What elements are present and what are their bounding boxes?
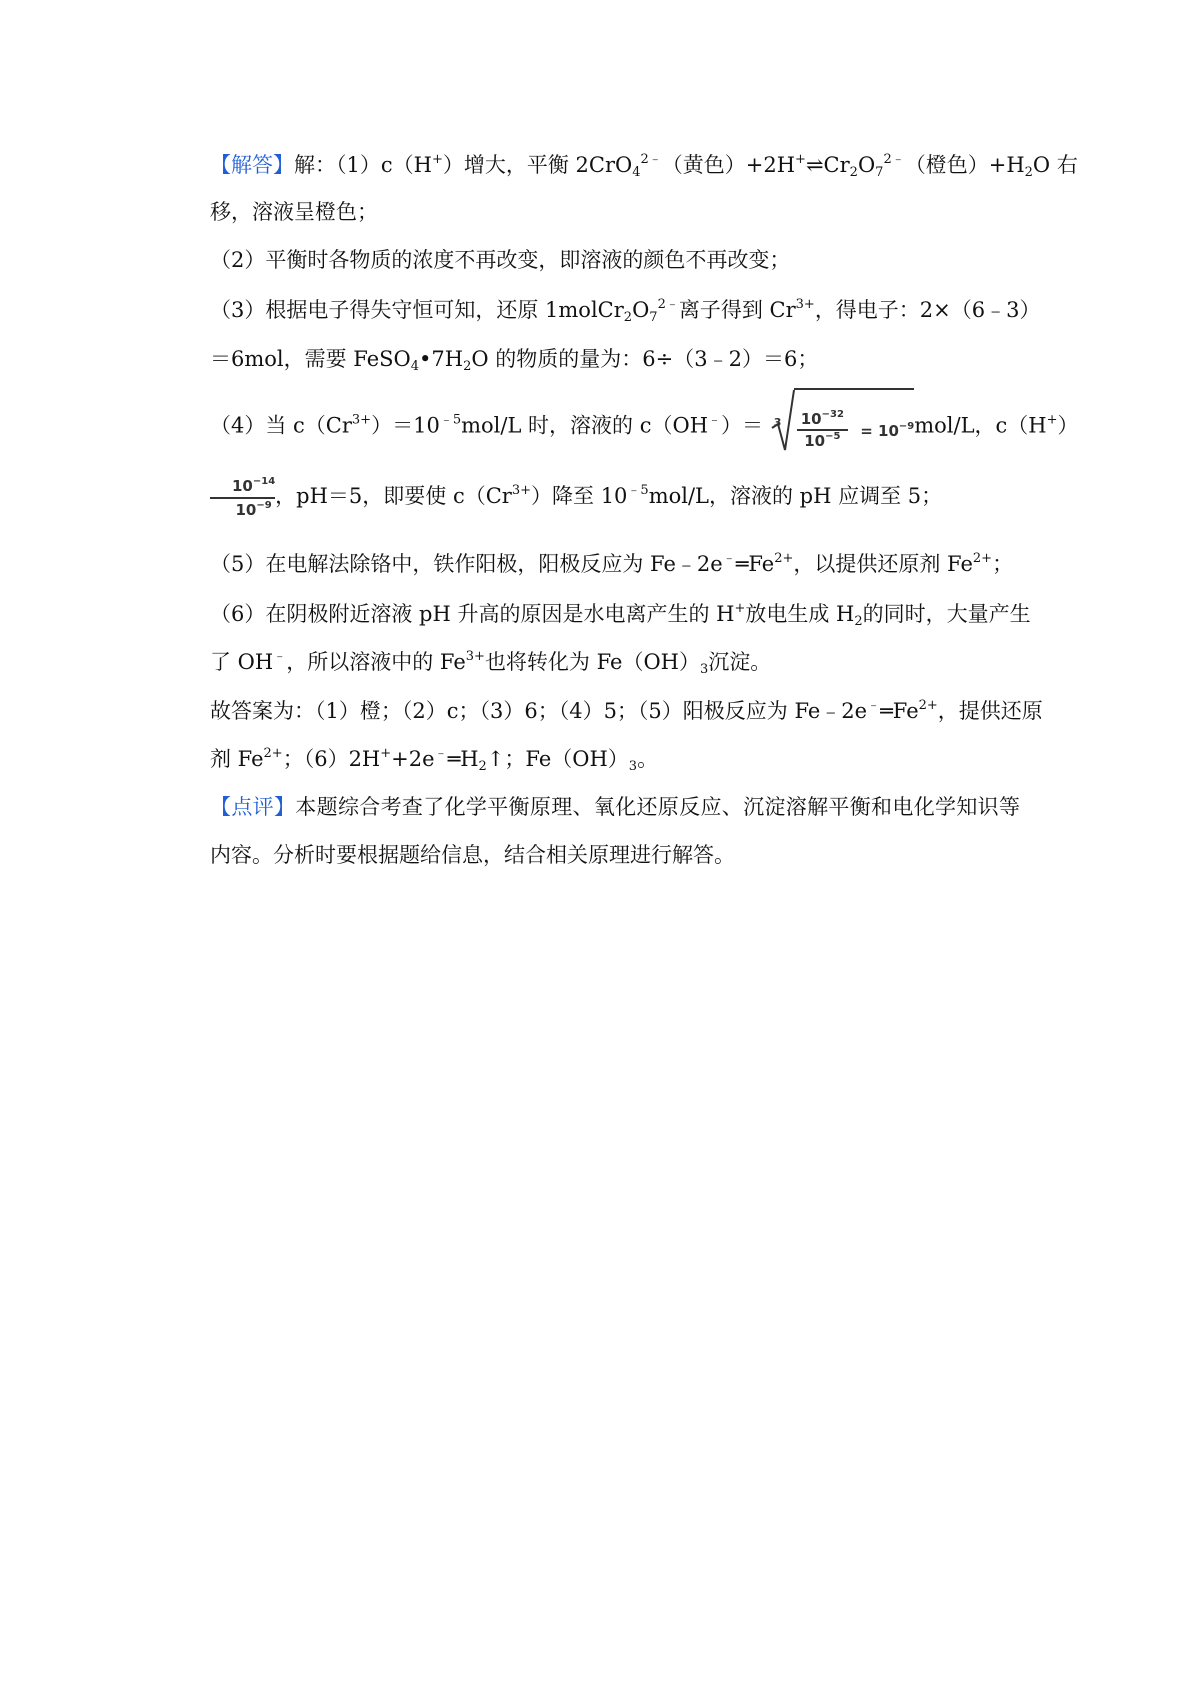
comment-tag: 【点评】	[210, 795, 296, 819]
answer-item-6-line-1: （6）在阴极附近溶液 pH 升高的原因是水电离产生的 H+放电生成 $H_2$的同时，大量产生	[210, 601, 1031, 629]
answer-item-5: （5）在电解法除铬中，铁作阳极，阳极反应为 $Fe﹣2e^﹣═Fe^{2+}$，以提供还原剂 $Fe^{2+}$；	[210, 551, 1014, 576]
final-answer-line-1: 故答案为：（1）橙；（2）c；（3）6；（4）5；（5）阳极反应为 $Fe﹣2e^﹣═Fe^{2+}$，提供还原	[210, 698, 1043, 723]
final-answer-line-2: 剂 $Fe^{2+}$；$(6)2H^++2e^﹣═H_2↑$；$Fe(OH)_3$。	[210, 746, 659, 774]
answer-item-4-line-2: $\frac{10^{-14}}{10^{-9}}$ ，pH＝5，即要使 $c(Cr^{3+})$降至 $10^{﹣5}mol/L$，溶液的 pH 应调至 5；	[210, 465, 942, 527]
ph-fraction: $\frac{10^{-14}}{10^{-9}}$	[210, 475, 275, 521]
answer-item-3-line-1: （3）根据电子得失守恒可知，还原 $1molCr_2O_7^{2﹣}$离子得到 $Cr^{3+}$，得电子：2×（6﹣3）	[210, 297, 1041, 325]
answer-tag: 【解答】	[210, 153, 294, 177]
answer-line-2: 移，溶液呈橙色；	[210, 200, 378, 224]
answer-line-1: 【解答】解：（1）c（H+）增大，平衡 2CrO$_4^{2﹣}$（黄色）$+2H^+\rightleftharpoons Cr_2O_7^{2﹣}$（橙色）$+H_2O$ 右	[210, 152, 1078, 180]
comment-line-2: 内容。分析时要根据题给信息，结合相关原理进行解答。	[210, 843, 735, 867]
cube-root-expression: 3 $\frac{10^{-32}}{10^{-5}}$ = $10^{-9}$	[770, 388, 915, 466]
comment-line-1: 【点评】本题综合考查了化学平衡原理、氧化还原反应、沉淀溶解平衡和电化学知识等	[210, 795, 1020, 819]
root-fraction: $\frac{10^{-32}}{10^{-5}}$	[797, 409, 848, 451]
answer-item-2: （2）平衡时各物质的浓度不再改变，即溶液的颜色不再改变；	[210, 248, 791, 272]
answer-item-3-line-2: ＝6mol，需要 $FeSO_4•7H_2O$ 的物质的量为：6÷（3﹣2）＝6；	[210, 347, 819, 374]
answer-item-6-line-2: 了 OH﹣，所以溶液中的 $Fe^{3+}$也将转化为 $Fe(OH)_3$沉淀。	[210, 649, 772, 677]
answer-item-4-line-1: （4）当 $c(Cr^{3+})=10^{﹣5}mol/L$ 时，溶液的 c（OH﹣）＝ 3 $\frac{10^{-32}}{10^{-5}}$ = $10^{-9}mol/L$，c（H+）	[210, 388, 1079, 466]
